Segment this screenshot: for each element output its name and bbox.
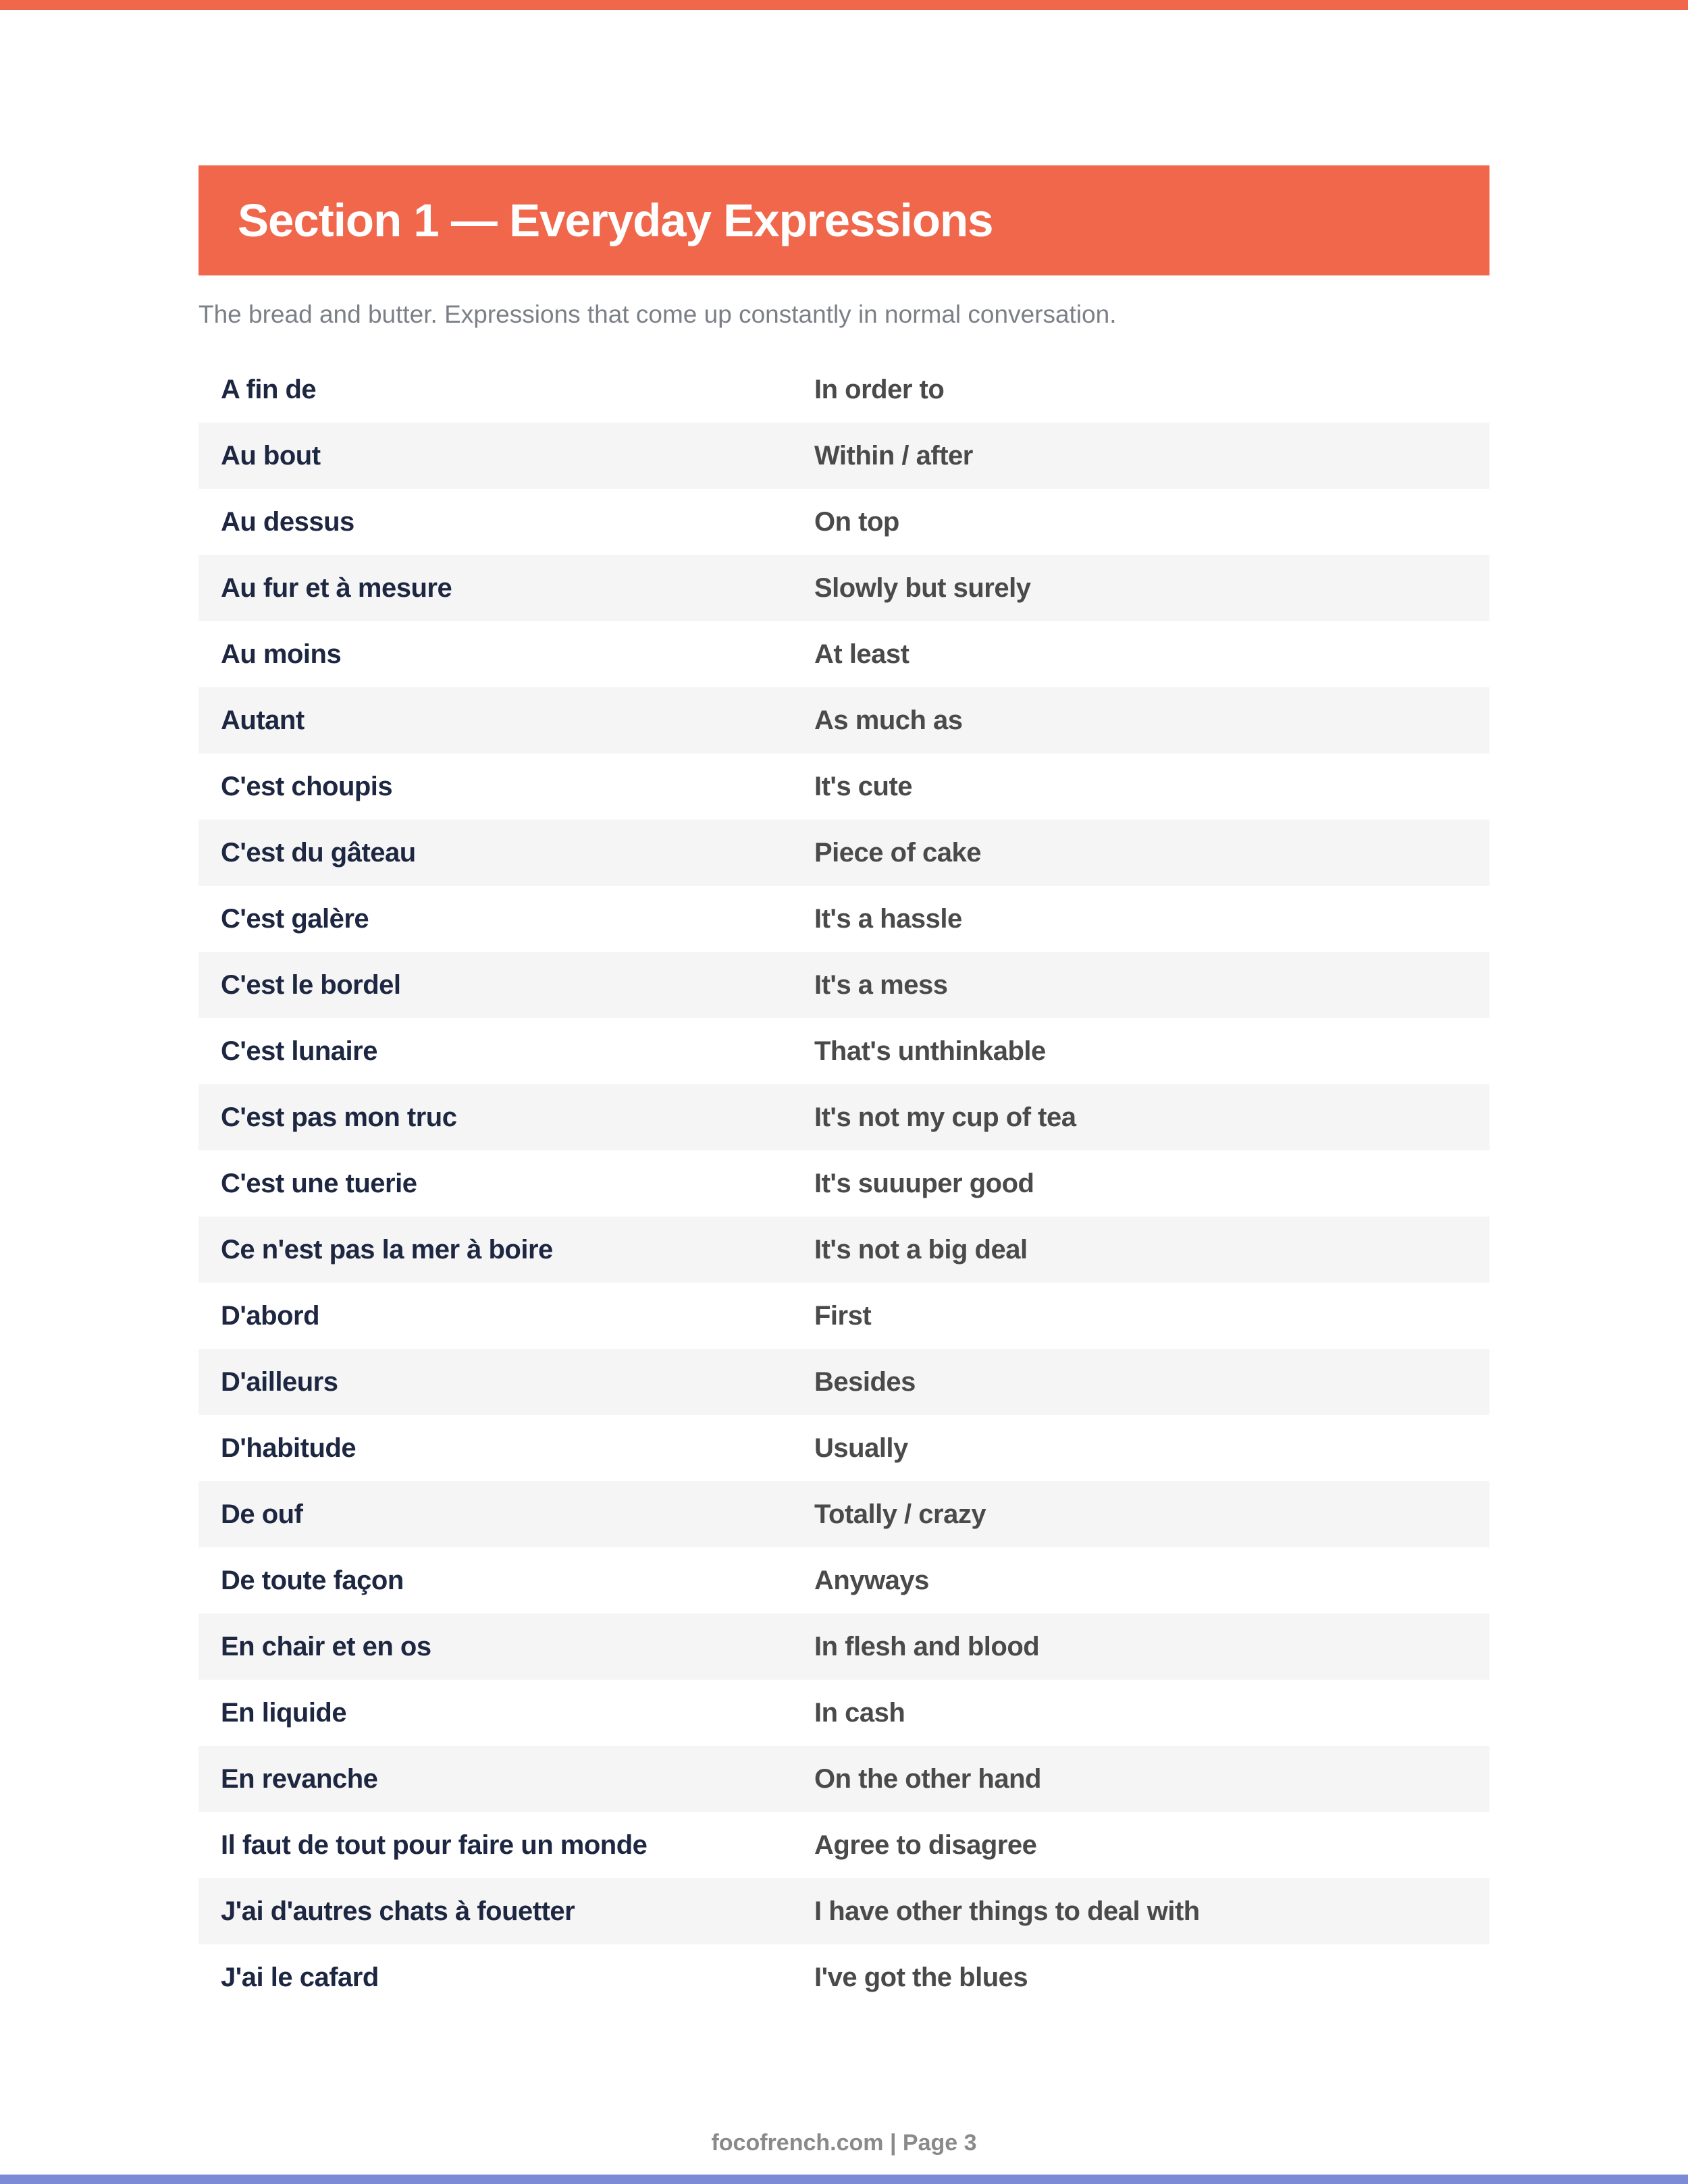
table-row [199, 1415, 1489, 1481]
top-accent-bar [0, 0, 1688, 10]
english-translation: Totally / crazy [814, 1499, 986, 1529]
expressions-table [199, 356, 1489, 2010]
french-expression: Il faut de tout pour faire un monde [221, 1830, 648, 1860]
english-translation: That's unthinkable [814, 1036, 1046, 1066]
english-translation: Besides [814, 1366, 916, 1397]
english-translation: It's not my cup of tea [814, 1102, 1076, 1132]
english-translation: It's a hassle [814, 903, 962, 934]
table-row [199, 820, 1489, 886]
french-expression: J'ai le cafard [221, 1962, 379, 1992]
table-row [199, 1481, 1489, 1547]
table-row [199, 1746, 1489, 1812]
english-translation: In order to [814, 374, 945, 404]
french-expression: J'ai d'autres chats à fouetter [221, 1896, 575, 1926]
english-translation: As much as [814, 705, 963, 735]
french-expression: Au fur et à mesure [221, 572, 452, 603]
table-row [199, 1878, 1489, 1944]
french-expression: De ouf [221, 1499, 303, 1529]
table-row [199, 423, 1489, 489]
french-expression: En liquide [221, 1697, 347, 1728]
table-row [199, 1944, 1489, 2010]
english-translation: Slowly but surely [814, 572, 1031, 603]
french-expression: C'est le bordel [221, 969, 401, 1000]
english-translation: First [814, 1300, 872, 1331]
english-translation: It's not a big deal [814, 1234, 1028, 1264]
section-title: Section 1 — Everyday Expressions [238, 194, 993, 246]
french-expression: C'est lunaire [221, 1036, 377, 1066]
table-row [199, 1812, 1489, 1878]
table-row [199, 1018, 1489, 1084]
french-expression: C'est une tuerie [221, 1168, 417, 1198]
table-row [199, 555, 1489, 621]
table-row [199, 753, 1489, 820]
english-translation: On top [814, 506, 899, 537]
table-row [199, 1614, 1489, 1680]
french-expression: Autant [221, 705, 305, 735]
page-footer: focofrench.com | Page 3 [711, 2130, 977, 2156]
french-expression: Au moins [221, 639, 342, 669]
french-expression: En chair et en os [221, 1631, 431, 1661]
section-subtitle: The bread and butter. Expressions that come up constantly in normal conversation. [199, 300, 1117, 328]
french-expression: C'est choupis [221, 771, 393, 801]
english-translation: Usually [814, 1433, 908, 1463]
english-translation: I have other things to deal with [814, 1896, 1200, 1926]
english-translation: Anyways [814, 1565, 929, 1595]
french-expression: A fin de [221, 374, 317, 404]
french-expression: Au dessus [221, 506, 354, 537]
french-expression: En revanche [221, 1763, 378, 1794]
french-expression: D'ailleurs [221, 1366, 338, 1397]
table-row [199, 952, 1489, 1018]
table-row [199, 1349, 1489, 1415]
english-translation: It's cute [814, 771, 913, 801]
french-expression: D'abord [221, 1300, 320, 1331]
french-expression: C'est galère [221, 903, 369, 934]
table-row [199, 1547, 1489, 1614]
table-row [199, 1217, 1489, 1283]
table-row [199, 687, 1489, 753]
bottom-accent-bar [0, 2175, 1688, 2184]
table-row [199, 1283, 1489, 1349]
french-expression: D'habitude [221, 1433, 357, 1463]
english-translation: Piece of cake [814, 837, 981, 868]
table-row [199, 489, 1489, 555]
table-row [199, 886, 1489, 952]
english-translation: It's suuuper good [814, 1168, 1034, 1198]
english-translation: In cash [814, 1697, 905, 1728]
english-translation: Within / after [814, 440, 973, 471]
table-row [199, 1680, 1489, 1746]
table-row [199, 1150, 1489, 1217]
french-expression: Au bout [221, 440, 321, 471]
table-row [199, 621, 1489, 687]
english-translation: It's a mess [814, 969, 948, 1000]
english-translation: Agree to disagree [814, 1830, 1037, 1860]
table-row [199, 1084, 1489, 1150]
french-expression: C'est du gâteau [221, 837, 416, 868]
english-translation: In flesh and blood [814, 1631, 1040, 1661]
table-row [199, 356, 1489, 423]
french-expression: De toute façon [221, 1565, 404, 1595]
english-translation: I've got the blues [814, 1962, 1028, 1992]
french-expression: Ce n'est pas la mer à boire [221, 1234, 553, 1264]
english-translation: At least [814, 639, 909, 669]
french-expression: C'est pas mon truc [221, 1102, 457, 1132]
english-translation: On the other hand [814, 1763, 1041, 1794]
section-header [199, 165, 1489, 275]
